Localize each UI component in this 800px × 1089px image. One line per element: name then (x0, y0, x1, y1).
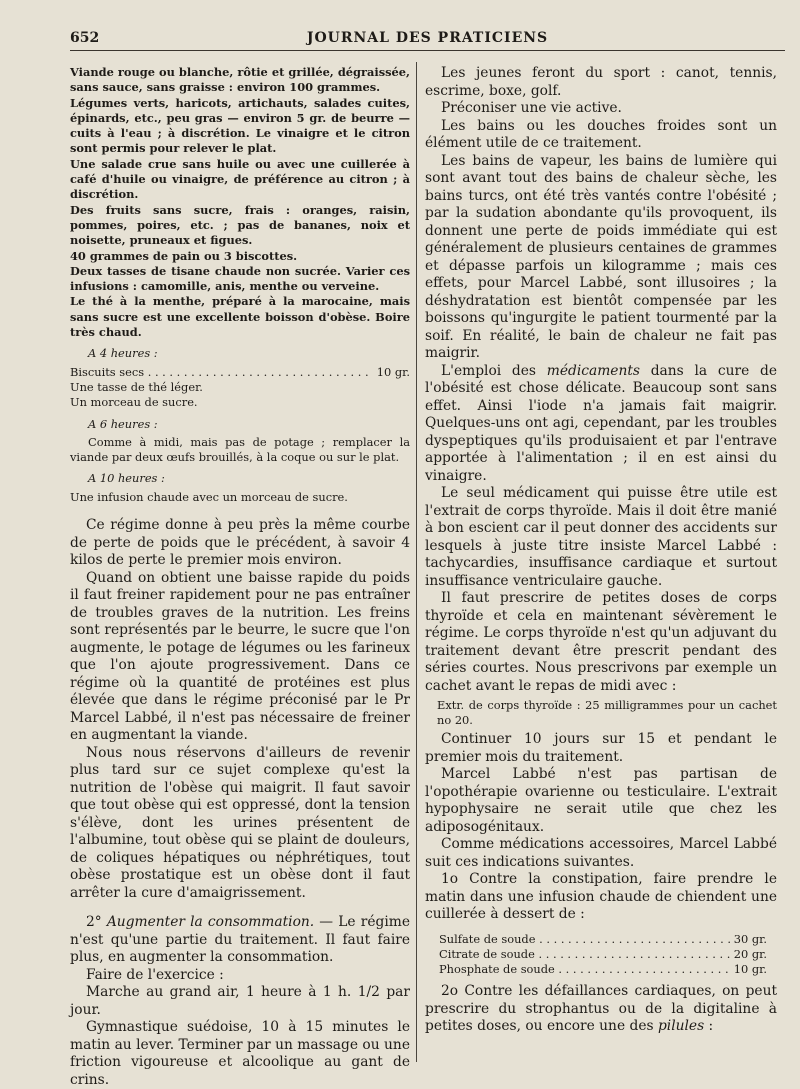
section-number: 2° (86, 914, 102, 931)
meal-text: Comme à midi, mais pas de potage ; remplacer la viande par deux œufs brouillés, à la coque ou sur le plat. (70, 434, 410, 465)
diet-item: Légumes verts, haricots, artichauts, salades cuites, épinards, etc., peu gras — environ 5 gr. de beurre — cuits à l'eau ; à discrétion. Le vinaigre et le citron sont permis pour relever le plat. (70, 95, 410, 156)
diet-item: Viande rouge ou blanche, rôtie et grillée, dégraissée, sans sauce, sans graisse : environ 100 grammes. (70, 65, 410, 95)
left-column (70, 65, 410, 1089)
body-paragraph: Les bains ou les douches froides sont un élément utile de ce traitement. (425, 117, 777, 151)
body-paragraph: Le seul médicament qui puisse être utile est l'extrait de corps thyroïde. Mais il doit être manié à bon escient car il peut donner des accidents sur lesquels à juste titre insiste Marcel Labbé : tachycardies, insuffisance cardiaque et surtout insuffisance ventriculaire gauche. (425, 485, 777, 589)
body-paragraph: 1o Contre la constipation, faire prendre le matin dans une infusion chaude de chiendent une cuillerée à dessert de : (425, 871, 777, 922)
recipe-name: Citrate de soude . . . (439, 947, 730, 962)
meal-6h (70, 417, 410, 466)
right-column (425, 65, 777, 1036)
left-body (70, 517, 410, 1089)
meal-10h (70, 471, 410, 505)
text-run: L'emploi des (441, 362, 547, 379)
page-number: 652 (70, 30, 100, 46)
prescription: Extr. de corps thyroïde : 25 milligrammes pour un cachet no 20. (437, 698, 777, 727)
recipe-row (439, 962, 767, 977)
body-paragraph: Marcel Labbé n'est pas partisan de l'opothérapie ovarienne ou testiculaire. L'extrait hypophysaire ne serait utile que chez les adiposogénitaux. (425, 766, 777, 835)
body-paragraph (425, 983, 777, 1036)
exercise-intro: Faire de l'exercice : (86, 966, 224, 983)
emphasis: médicaments (546, 362, 640, 379)
recipe-row (439, 932, 767, 947)
diet-item: Une salade crue sans huile ou avec une cuillerée à café d'huile ou vinaigre, de préférence au citron ; à discrétion. (70, 156, 410, 202)
exercise-item: Gymnastique suédoise, 10 à 15 minutes le matin au lever. Terminer par un massage ou une friction vigoureuse et alcoolique au gant de crins. (70, 1019, 410, 1088)
emphasis: pilules (657, 1018, 705, 1035)
meal-heading: A 6 heures : (88, 416, 158, 431)
diet-list (70, 65, 410, 340)
meal-heading: A 10 heures : (88, 471, 165, 486)
body-paragraph: Quand on obtient une baisse rapide du poids il faut freiner rapidement pour ne pas entraîner de troubles graves de la nutrition. Les freins sont représentés par le beurre, le sucre que l'on augmente, le potage de légumes ou les farineux que l'on ajoute progressivement. Dans ce régime où la quantité de protéines est plus élevée que dans le régime préconisé par le Pr Marcel Labbé, il n'est pas nécessaire de freiner en augmentant la viande. (70, 569, 410, 744)
body-paragraph: Ce régime donne à peu près la même courbe de perte de poids que le précédent, à savoir 4 kilos de perte le premier mois environ. (70, 517, 410, 569)
recipe-qty: 20 gr. (733, 946, 767, 961)
recipe-row (439, 947, 767, 962)
section-title: Augmenter la consommation. (106, 914, 315, 931)
diet-item: 40 grammes de pain ou 3 biscottes. (70, 248, 298, 263)
meal-4h (70, 346, 410, 410)
body-paragraph: Les jeunes feront du sport : canot, tennis, escrime, boxe, golf. (425, 65, 777, 99)
meal-text: Une infusion chaude avec un morceau de sucre. (70, 489, 348, 504)
diet-item: Des fruits sans sucre, frais : oranges, raisin, pommes, poires, etc. ; pas de bananes, noix et noisette, pruneaux et figues. (70, 202, 410, 248)
body-paragraph: Préconiser une vie active. (441, 100, 622, 116)
body-paragraph (425, 363, 777, 486)
recipe-qty: 30 gr. (733, 931, 767, 946)
meal-line: Une tasse de thé léger. (70, 379, 203, 394)
page-header (70, 30, 785, 51)
body-paragraph: Continuer 10 jours sur 15 et pendant le premier mois du traitement. (425, 731, 777, 765)
leader-label: Biscuits secs . . . (70, 365, 373, 380)
recipe-name: Phosphate de soude . . . (439, 962, 730, 977)
meal-heading: A 4 heures : (88, 346, 158, 361)
column-divider (416, 62, 417, 1062)
diet-item: Le thé à la menthe, préparé à la marocaine, mais sans sucre est une excellente boisson d'obèse. Boire très chaud. (70, 294, 410, 340)
diet-item: Deux tasses de tisane chaude non sucrée. Varier ces infusions : camomille, anis, menthe ou verveine. (70, 263, 410, 294)
body-paragraph: Comme médications accessoires, Marcel Labbé suit ces indications suivantes. (425, 836, 777, 870)
recipe-qty: 10 gr. (733, 962, 767, 977)
body-paragraph: Il faut prescrire de petites doses de corps thyroïde et cela en maintenant sévèrement le régime. Le corps thyroïde n'est qu'un adjuvant du traitement devant être prescrit pendant des séries courtes. Nous prescrivons par exemple un cachet avant le repas de midi avec : (425, 590, 777, 694)
text-run: 2o Contre les défaillances cardiaques, on peut prescrire du strophantus ou de la digitaline à petites doses, ou encore une des (425, 983, 777, 1035)
leader-line (70, 365, 410, 380)
journal-title: JOURNAL DES PRATICIENS (306, 30, 549, 46)
leader-value: 10 gr. (376, 364, 410, 379)
body-paragraph: Les bains de vapeur, les bains de lumière qui sont avant tout des bains de chaleur sèche, les bains turcs, ont été très vantés contre l'obésité ; par la sudation abondante qu'ils provoquent, ils donnent une perte de poids immédiate qui est généralement de plusieurs centaines de grammes et dépasse parfois un kilogramme ; mais ces effets, pour Marcel Labbé, sont illusoires ; la déshydratation est bientôt compensée par les boissons qu'ingurgite le patient tourmenté par la soif. En réalité, le bain de chaleur ne fait pas maigrir. (425, 152, 777, 361)
text-run: : (704, 1018, 714, 1035)
meal-line: Un morceau de sucre. (70, 395, 198, 410)
section-paragraph (70, 914, 410, 967)
body-paragraph: Nous nous réservons d'ailleurs de revenir plus tard sur ce sujet complexe qu'est la nutrition de l'obèse qui maigrit. Il faut savoir que tout obèse qui est oppressé, dont la tension s'élève, dont les urines présentent de l'albumine, tout obèse qui se plaint de douleurs, de coliques hépatiques ou néphrétiques, tout obèse prostatique est un obèse dont il faut arrêter la cure d'amaigrissement. (70, 744, 410, 901)
recipe-name: Sulfate de soude . . . (439, 932, 730, 947)
recipe-list (439, 932, 767, 978)
text-run: dans la cure de l'obésité est chose délicate. Beaucoup sont sans effet. Ainsi l'iode n'a jamais fait maigrir. Quelques-uns ont agi, cependant, par les troubles dyspeptiques qu'ils produisaient et par l'entrave apportée à l'alimentation ; il en est ainsi du vinaigre. (425, 362, 777, 484)
exercise-item: Marche au grand air, 1 heure à 1 h. 1/2 par jour. (70, 984, 410, 1018)
section-text: — Le régime n'est qu'une partie du traitement. Il faut faire plus, en augmenter la consommation. (70, 914, 410, 966)
